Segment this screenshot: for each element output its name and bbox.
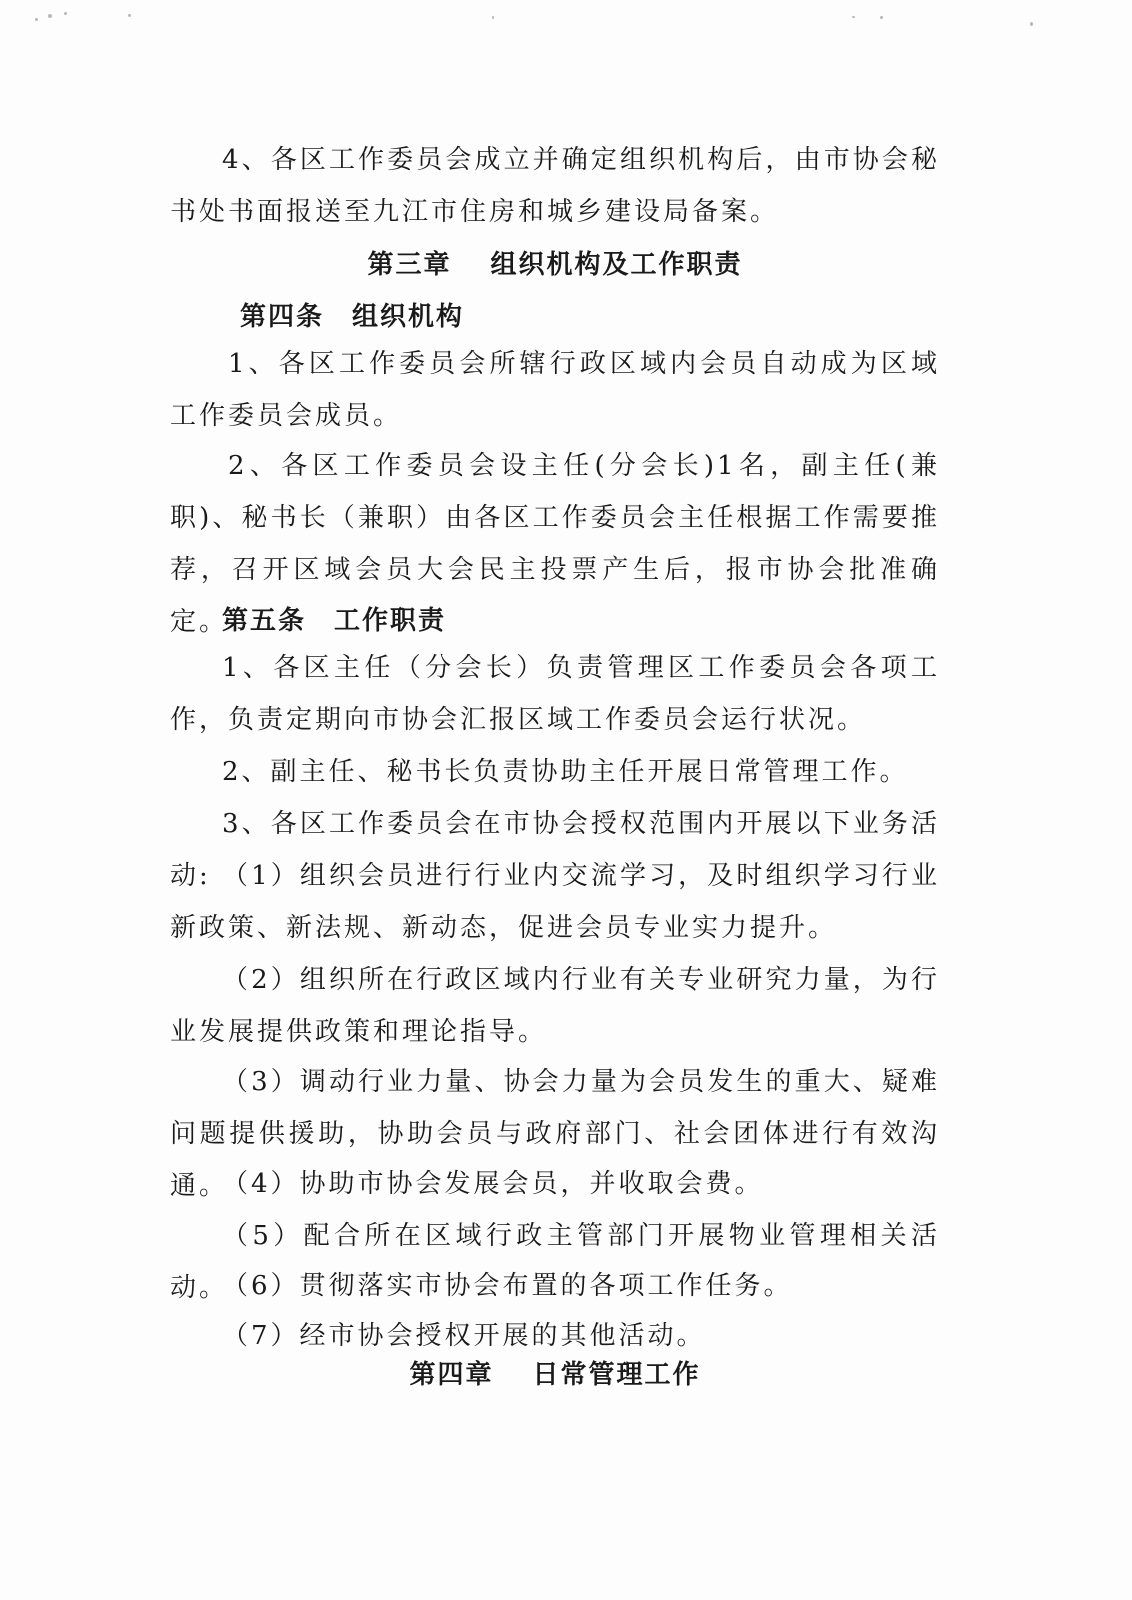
paragraph-text: （2）组织所在行政区域内行业有关专业研究力量，为行业发展提供政策和理论指导。 xyxy=(170,965,940,1047)
speck xyxy=(852,16,855,18)
paragraph-text: （3）调动行业力量、协会力量为会员发生的重大、疑难问题提供援助，协助会员与政府部门、社会团体进行有效沟通。 xyxy=(170,1067,940,1201)
paragraph-text: 3、各区工作委员会在市协会授权范围内开展以下业务活动: xyxy=(170,809,940,891)
chapter-three-heading: 第三章 组织机构及工作职责 xyxy=(367,250,743,280)
article5-item-1 xyxy=(170,642,940,746)
paragraph-text: 2、各区工作委员会设主任(分会长)1名，副主任(兼职)、秘书长（兼职）由各区工作委员会主任根据工作需要推荐，召开区域会员大会民主投票产生后，报市协会批准确定。 xyxy=(170,451,940,637)
article-five-heading: 第五条 工作职责 xyxy=(222,606,447,636)
article4-item-1 xyxy=(170,338,940,442)
activity-item-6 xyxy=(170,1260,940,1312)
paragraph-text: （1）组织会员进行行业内交流学习，及时组织学习行业新政策、新法规、新动态，促进会员专业实力提升。 xyxy=(170,861,940,943)
paragraph-text: （5）配合所在区域行政主管部门开展物业管理相关活动。 xyxy=(170,1221,940,1303)
paragraph-text: （6）贯彻落实市协会布置的各项工作任务。 xyxy=(222,1271,793,1301)
paragraph-text: （7）经市协会授权开展的其他活动。 xyxy=(222,1321,706,1351)
paragraph-text: 1、各区主任（分会长）负责管理区工作委员会各项工作，负责定期向市协会汇报区域工作委员会运行状况。 xyxy=(170,653,940,735)
activity-item-1 xyxy=(170,850,940,954)
paragraph-text: 4、各区工作委员会成立并确定组织机构后，由市协会秘书处书面报送至九江市住房和城乡建设局备案。 xyxy=(170,145,940,227)
speck xyxy=(128,14,131,17)
speck xyxy=(1030,22,1033,26)
speck xyxy=(64,12,67,15)
paragraph-text: 2、副主任、秘书长负责协助主任开展日常管理工作。 xyxy=(222,757,909,787)
speck xyxy=(48,14,52,18)
activity-item-4 xyxy=(170,1158,940,1210)
speck xyxy=(492,16,494,19)
activity-item-2 xyxy=(170,954,940,1058)
article-four-heading: 第四条 组织机构 xyxy=(240,302,465,332)
paragraph-item-4 xyxy=(170,134,940,238)
chapter-four-heading: 第四章 日常管理工作 xyxy=(409,1360,701,1390)
paragraph-text: （4）协助市协会发展会员，并收取会费。 xyxy=(222,1169,764,1199)
scan-noise xyxy=(0,0,1132,40)
speck xyxy=(35,18,38,21)
paragraph-text: 1、各区工作委员会所辖行政区域内会员自动成为区域工作委员会成员。 xyxy=(170,349,940,431)
speck xyxy=(880,16,883,19)
article5-item-2 xyxy=(170,746,940,798)
